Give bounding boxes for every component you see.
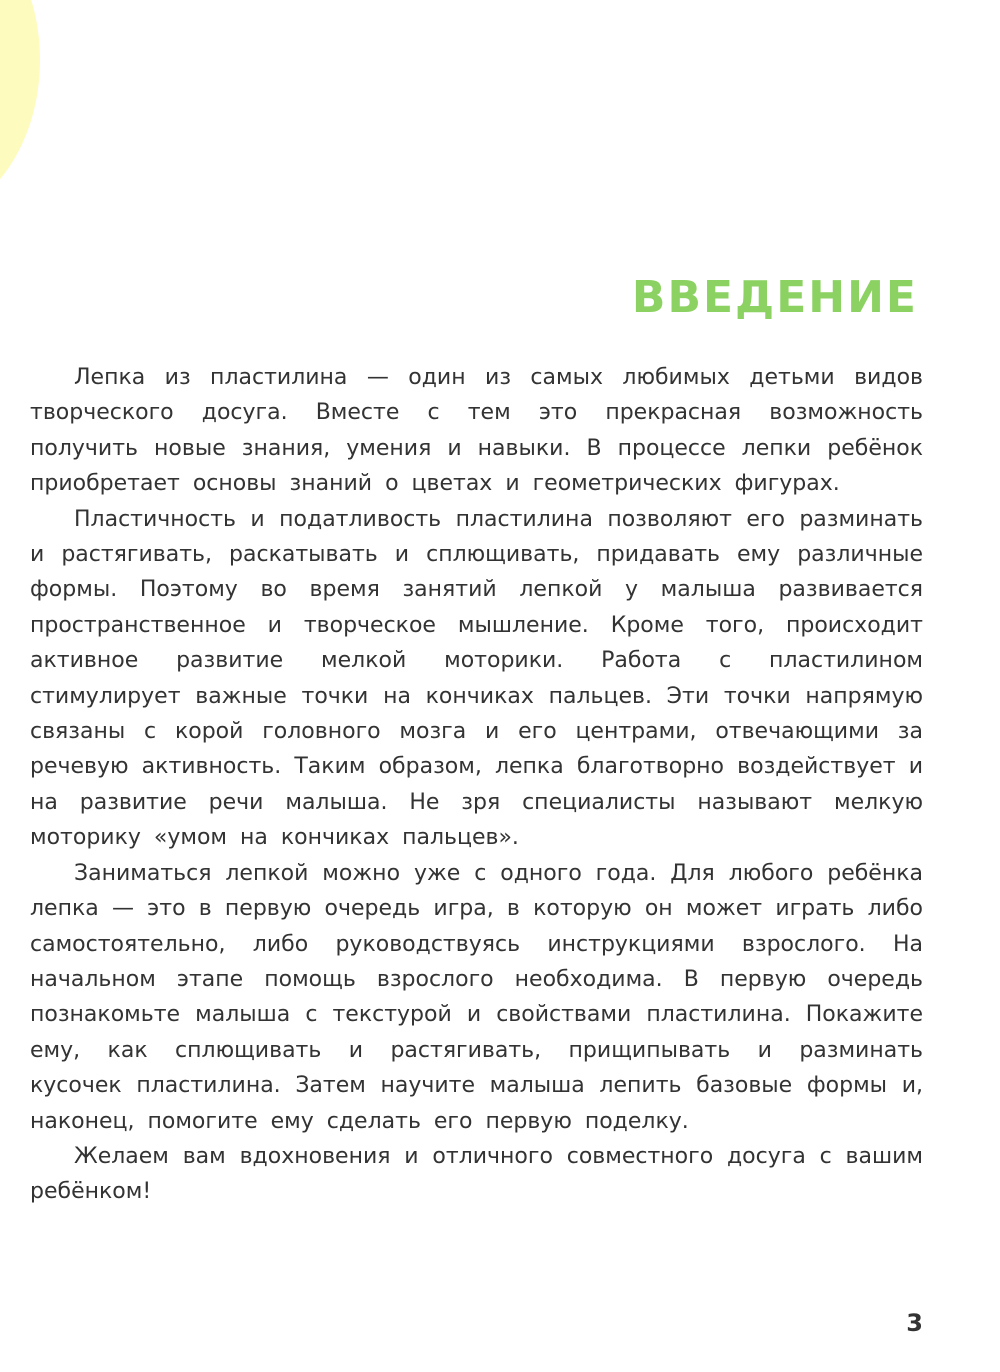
- page-number: 3: [906, 1309, 923, 1337]
- paragraph-1: Лепка из пластилина — один из самых любимых детьми видов творческого досуга. Вместе с тем это прекрасная возможность получить новые знания, умения и навыки. В процессе лепки ребёнок приобретает основы знаний о цветах и геометрических фигурах.: [30, 365, 923, 497]
- decorative-yellow-circle: [0, 0, 40, 220]
- paragraph-4: Желаем вам вдохновения и отличного совместного досуга с вашим ребёнком!: [30, 1143, 923, 1205]
- paragraph-2: Пластичность и податливость пластилина позволяют его разминать и растягивать, раскатывать и сплющивать, придавать ему различные формы. Поэтому во время занятий лепкой у малыша развивается пространственное и творческое мышление. Кроме того, происходит активное развитие мелкой моторики. Работа с пластилином стимулирует важные точки на кончиках пальцев. Эти точки напрямую связаны с корой головного мозга и его центрами, отвечающими за речевую активность. Таким образом, лепка благотворно воздействует и на развитие речи малыша. Не зря специалисты называют мелкую моторику «умом на кончиках пальцев».: [30, 506, 923, 851]
- page-title: ВВЕДЕНИЕ: [631, 272, 918, 323]
- intro-text: [30, 360, 923, 1210]
- paragraph-3: Заниматься лепкой можно уже с одного года. Для любого ребёнка лепка — это в первую очередь игра, в которую он может играть либо самостоятельно, либо руководствуясь инструкциями взрослого. На начальном этапе помощь взрослого необходима. В первую очередь познакомьте малыша с текстурой и свойствами пластилина. Покажите ему, как сплющивать и растягивать, прищипывать и разминать кусочек пластилина. Затем научите малыша лепить базовые формы и, наконец, помогите ему сделать его первую поделку.: [30, 860, 923, 1134]
